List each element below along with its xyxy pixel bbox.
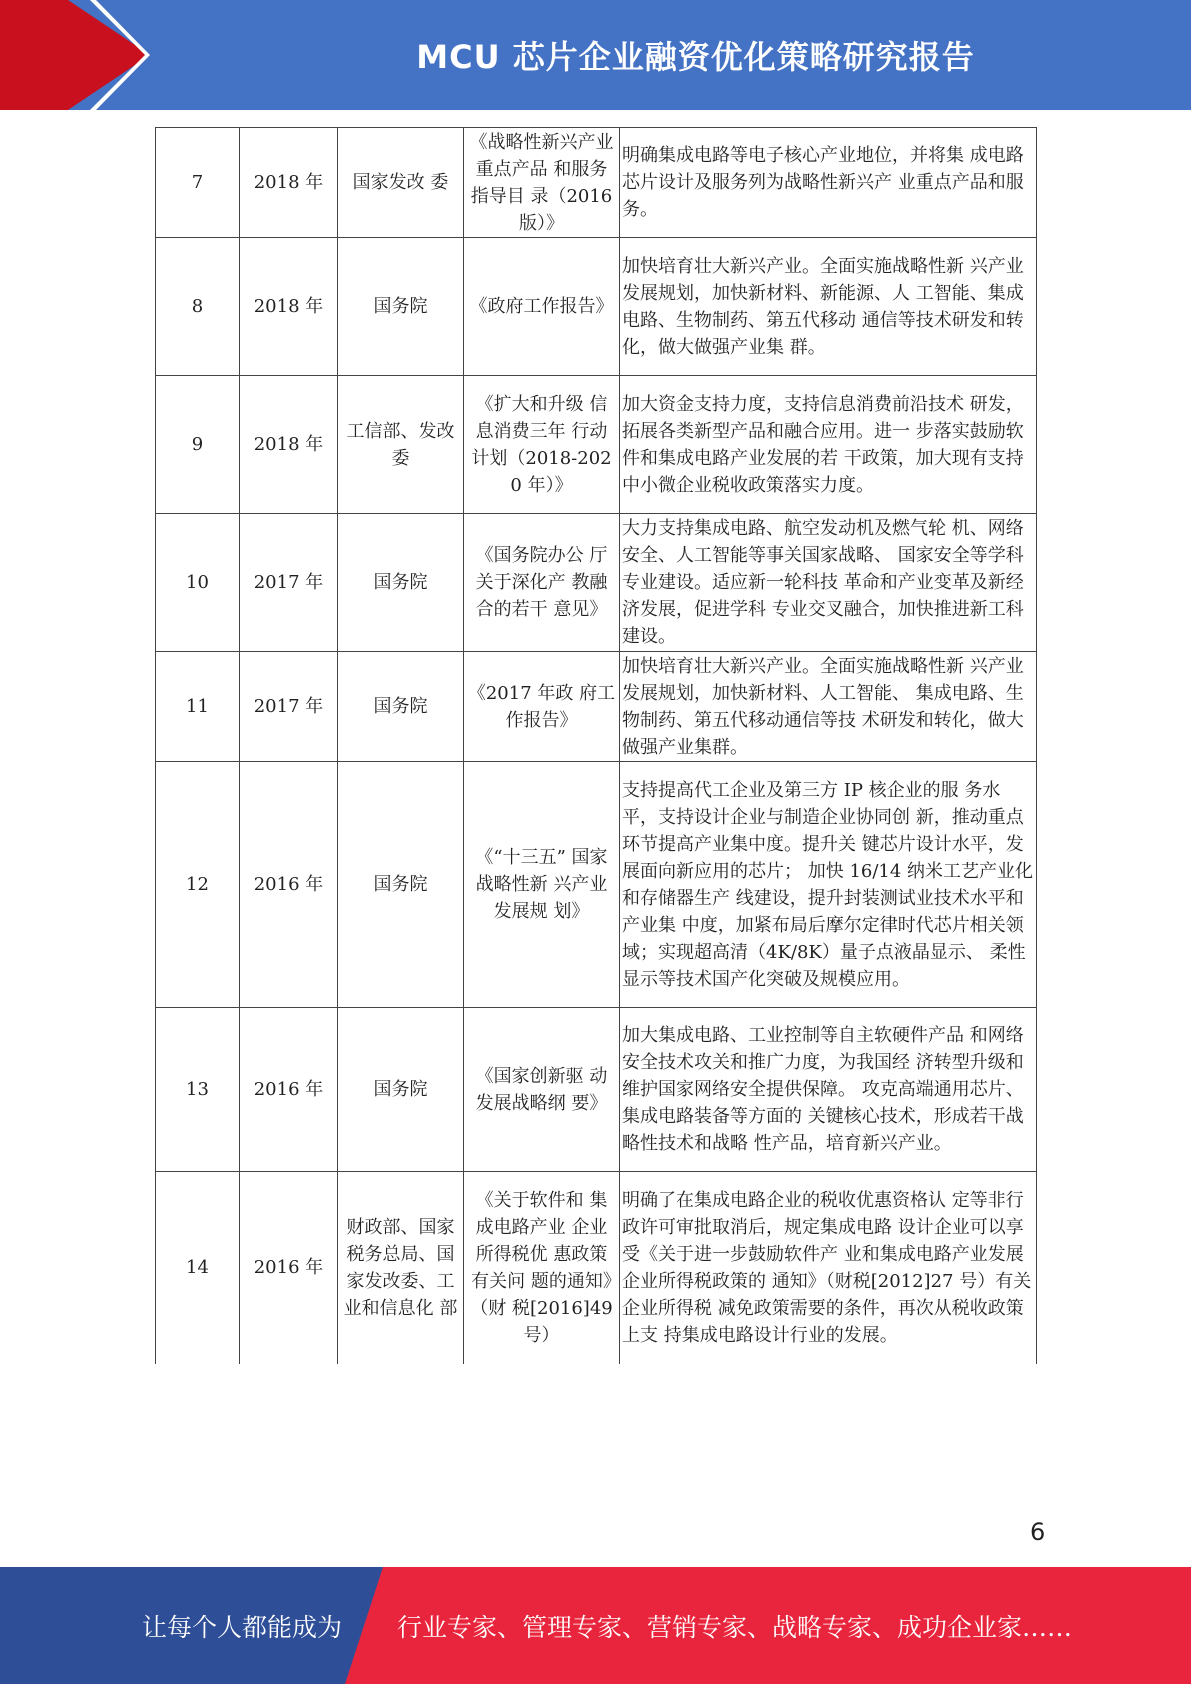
row-policy-title: 《关于软件和 集成电路产业 企业所得税优 惠政策有关问 题的通知》（财 税[2016]49 号） bbox=[464, 1172, 620, 1364]
footer-slogan-right: 行业专家、管理专家、营销专家、战略专家、成功企业家…… bbox=[397, 1612, 1073, 1642]
row-department: 财政部、国家税务总局、国家发改委、工业和信息化 部 bbox=[338, 1172, 464, 1364]
table-row bbox=[156, 514, 1037, 652]
row-number: 7 bbox=[156, 128, 240, 238]
row-number: 10 bbox=[156, 514, 240, 652]
row-number: 14 bbox=[156, 1172, 240, 1364]
page-number: 6 bbox=[1030, 1518, 1046, 1546]
row-department: 国务院 bbox=[338, 238, 464, 376]
row-year: 2017 年 bbox=[240, 652, 338, 762]
row-policy-content: 明确了在集成电路企业的税收优惠资格认 定等非行政许可审批取消后，规定集成电路 设计企业可以享受《关于进一步鼓励软件产 业和集成电路产业发展企业所得税政策的 通知》（财税[2012]27 号）有关企业所得税 减免政策需要的条件，再次从税收政策上支 持集成电路设计行业的发展。 bbox=[620, 1172, 1037, 1364]
row-number: 8 bbox=[156, 238, 240, 376]
row-year: 2016 年 bbox=[240, 1172, 338, 1364]
row-year: 2017 年 bbox=[240, 514, 338, 652]
row-number: 12 bbox=[156, 762, 240, 1008]
row-policy-title: 《国家创新驱 动发展战略纲 要》 bbox=[464, 1008, 620, 1172]
row-department: 国务院 bbox=[338, 652, 464, 762]
page-header bbox=[0, 0, 1191, 110]
row-year: 2016 年 bbox=[240, 762, 338, 1008]
row-policy-title: 《扩大和升级 信息消费三年 行动计划（2018-2020 年）》 bbox=[464, 376, 620, 514]
row-policy-content: 加大资金支持力度，支持信息消费前沿技术 研发，拓展各类新型产品和融合应用。进一 步落实鼓励软件和集成电路产业发展的若 干政策，加大现有支持中小微企业税收政策落实力度。 bbox=[620, 376, 1037, 514]
row-policy-content: 加快培育壮大新兴产业。全面实施战略性新 兴产业发展规划，加快新材料、新能源、人 工智能、集成电路、生物制药、第五代移动 通信等技术研发和转化，做大做强产业集 群。 bbox=[620, 238, 1037, 376]
table-row bbox=[156, 376, 1037, 514]
row-department: 国务院 bbox=[338, 514, 464, 652]
table-row bbox=[156, 238, 1037, 376]
table-row bbox=[156, 762, 1037, 1008]
row-year: 2018 年 bbox=[240, 128, 338, 238]
row-department: 工信部、发改委 bbox=[338, 376, 464, 514]
row-year: 2018 年 bbox=[240, 238, 338, 376]
row-department: 国家发改 委 bbox=[338, 128, 464, 238]
row-policy-content: 加大集成电路、工业控制等自主软硬件产品 和网络安全技术攻关和推广力度，为我国经 济转型升级和维护国家网络安全提供保障。 攻克高端通用芯片、集成电路装备等方面的 关键核心技术，形成若干战略性技术和战略 性产品，培育新兴产业。 bbox=[620, 1008, 1037, 1172]
row-year: 2016 年 bbox=[240, 1008, 338, 1172]
policy-table-wrap bbox=[155, 127, 1036, 1364]
row-policy-title: 《国务院办公 厅关于深化产 教融合的若干 意见》 bbox=[464, 514, 620, 652]
row-department: 国务院 bbox=[338, 762, 464, 1008]
header-red-arrow bbox=[0, 0, 150, 110]
row-department: 国务院 bbox=[338, 1008, 464, 1172]
table-row bbox=[156, 1008, 1037, 1172]
policy-table bbox=[155, 127, 1037, 1364]
row-number: 13 bbox=[156, 1008, 240, 1172]
row-number: 11 bbox=[156, 652, 240, 762]
row-policy-content: 大力支持集成电路、航空发动机及燃气轮 机、网络安全、人工智能等事关国家战略、 国家安全等学科专业建设。适应新一轮科技 革命和产业变革及新经济发展，促进学科 专业交叉融合，加快推进新工科建设。 bbox=[620, 514, 1037, 652]
row-number: 9 bbox=[156, 376, 240, 514]
page-title: MCU 芯片企业融资优化策略研究报告 bbox=[416, 38, 975, 76]
table-row bbox=[156, 128, 1037, 238]
row-policy-content: 明确集成电路等电子核心产业地位，并将集 成电路芯片设计及服务列为战略性新兴产 业重点产品和服务。 bbox=[620, 128, 1037, 238]
row-policy-content: 加快培育壮大新兴产业。全面实施战略性新 兴产业发展规划，加快新材料、人工智能、 集成电路、生物制药、第五代移动通信等技 术研发和转化，做大做强产业集群。 bbox=[620, 652, 1037, 762]
row-policy-title: 《“十三五” 国家战略性新 兴产业发展规 划》 bbox=[464, 762, 620, 1008]
row-policy-title: 《政府工作报告》 bbox=[464, 238, 620, 376]
row-policy-title: 《战略性新兴产业重点产品 和服务指导目 录（2016 版）》 bbox=[464, 128, 620, 238]
row-policy-content: 支持提高代工企业及第三方 IP 核企业的服 务水平，支持设计企业与制造企业协同创 新，推动重点环节提高产业集中度。提升关 键芯片设计水平，发展面向新应用的芯片； 加快 16/14 纳米工艺产业化和存储器生产 线建设，提升封装测试业技术水平和产业集 中度，加紧布局后摩尔定律时代芯片相关领 域；实现超高清（4K/8K）量子点液晶显示、 柔性显示等技术国产化突破及规模应用。 bbox=[620, 762, 1037, 1008]
table-row bbox=[156, 1172, 1037, 1364]
page-footer bbox=[0, 1567, 1191, 1684]
table-row bbox=[156, 652, 1037, 762]
row-policy-title: 《2017 年政 府工作报告》 bbox=[464, 652, 620, 762]
row-year: 2018 年 bbox=[240, 376, 338, 514]
footer-slogan-left: 让每个人都能成为 bbox=[142, 1612, 343, 1642]
